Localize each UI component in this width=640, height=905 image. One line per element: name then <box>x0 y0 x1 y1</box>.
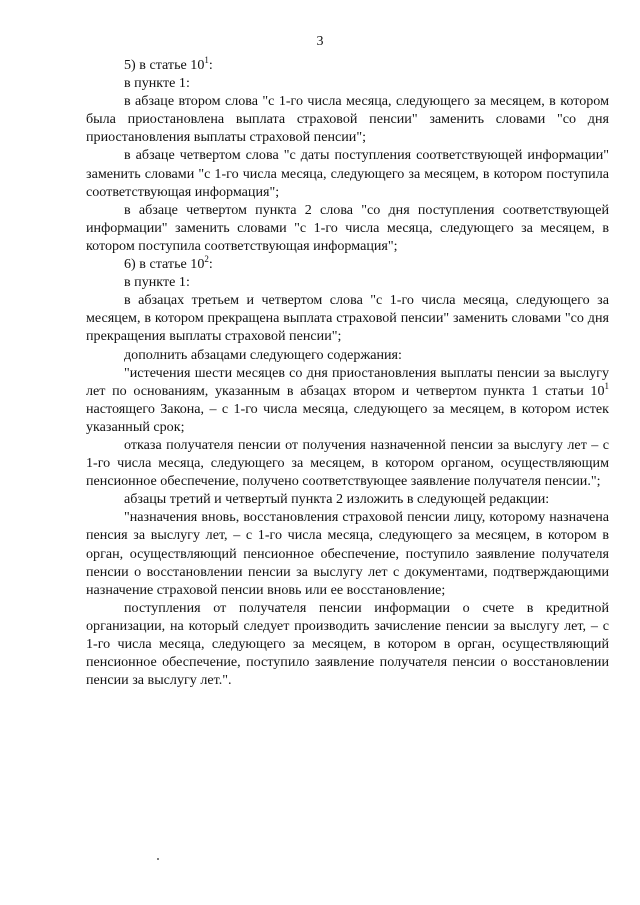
item-6-point-1: в пункте 1: <box>124 274 190 291</box>
item-6-superscript: 2 <box>204 254 209 265</box>
item-6-colon: : <box>208 256 213 273</box>
paragraph-punkt-2: в абзаце четвертом пункта 2 слова "со дня поступления соответствующей информации" заменить словами "с 1-го числа месяца, следующего за месяцем, в котором поступила соответствующая информация"; <box>86 201 609 254</box>
paragraph-istecheniya <box>86 364 609 436</box>
page-number: 3 <box>316 34 324 49</box>
istecheniya-text-end: настоящего Закона, – с 1-го числа месяца, следующего за месяцем, в котором истек указанный срок; <box>86 400 609 435</box>
paragraph-abzats-vtoroy: в абзаце втором слова "с 1-го числа месяца, следующего за месяцем, в котором была приостановлена выплата страховой пенсии" заменить словами "со дня приостановления выплаты страховой пенсии"; <box>86 93 609 146</box>
item-6-heading <box>86 255 609 273</box>
paragraph-dopolnit: дополнить абзацами следующего содержания: <box>124 346 402 363</box>
item-5-superscript: 1 <box>204 55 209 65</box>
document-body <box>86 56 609 689</box>
paragraph-abzatsy-tretiy-chetvertyy: в абзацах третьем и четвертом слова "с 1-го числа месяца, следующего за месяцем, в котором прекращена выплата страховой пенсии" заменить словами "со дня прекращения выплаты страховой пенсии"; <box>86 292 609 345</box>
istecheniya-superscript: 1 <box>604 380 609 391</box>
paragraph-abzats-chetvertyy: в абзаце четвертом слова "с даты поступления соответствующей информации" заменить словами "с 1-го числа месяца, следующего за месяцем, в котором поступила соответствующая информация"; <box>86 147 609 200</box>
paragraph-izlozhit: абзацы третий и четвертый пункта 2 изложить в следующей редакции: <box>124 491 550 508</box>
paragraph-postupleniya: поступления от получателя пенсии информации о счете в кредитной организации, на который следует производить зачисление пенсии за выслугу лет, – с 1-го числа месяца, следующего за месяцем, в котором в орган, осуществляющий пенсионное обеспечение, поступило заявление получателя пенсии о восстановлении пенсии за выслугу лет.". <box>86 599 609 689</box>
item-5-colon: : <box>208 57 213 73</box>
paragraph-otkaza: отказа получателя пенсии от получения назначенной пенсии за выслугу лет – с 1-го числа месяца, следующего за месяцем, в котором органом, осуществляющим пенсионное обеспечение, получено соответствующее заявление получателя пенсии."; <box>86 436 609 490</box>
paragraph-naznacheniya: "назначения вновь, восстановления страховой пенсии лицу, которому назначена пенсия за выслугу лет, – с 1-го числа месяца, следующего за месяцем, в котором в орган, осуществляющий пенсионное обеспечение, поступило заявление получателя пенсии о восстановлении пенсии за выслугу лет с документами, подтверждающими назначение страховой пенсии вновь или ее восстановление; <box>86 509 609 598</box>
item-6-text: 6) в статье 10 <box>124 256 205 273</box>
item-5-text: 5) в статье 10 <box>124 57 205 73</box>
istecheniya-text-start: "истечения шести месяцев со дня приостановления выплаты пенсии за выслугу лет по основаниям, указанным в абзацах втором и четвертом пункта 1 статьи 10 <box>86 364 609 399</box>
scan-mark <box>157 858 159 860</box>
item-5-point-1: в пункте 1: <box>124 75 190 92</box>
item-5-heading <box>86 56 609 74</box>
